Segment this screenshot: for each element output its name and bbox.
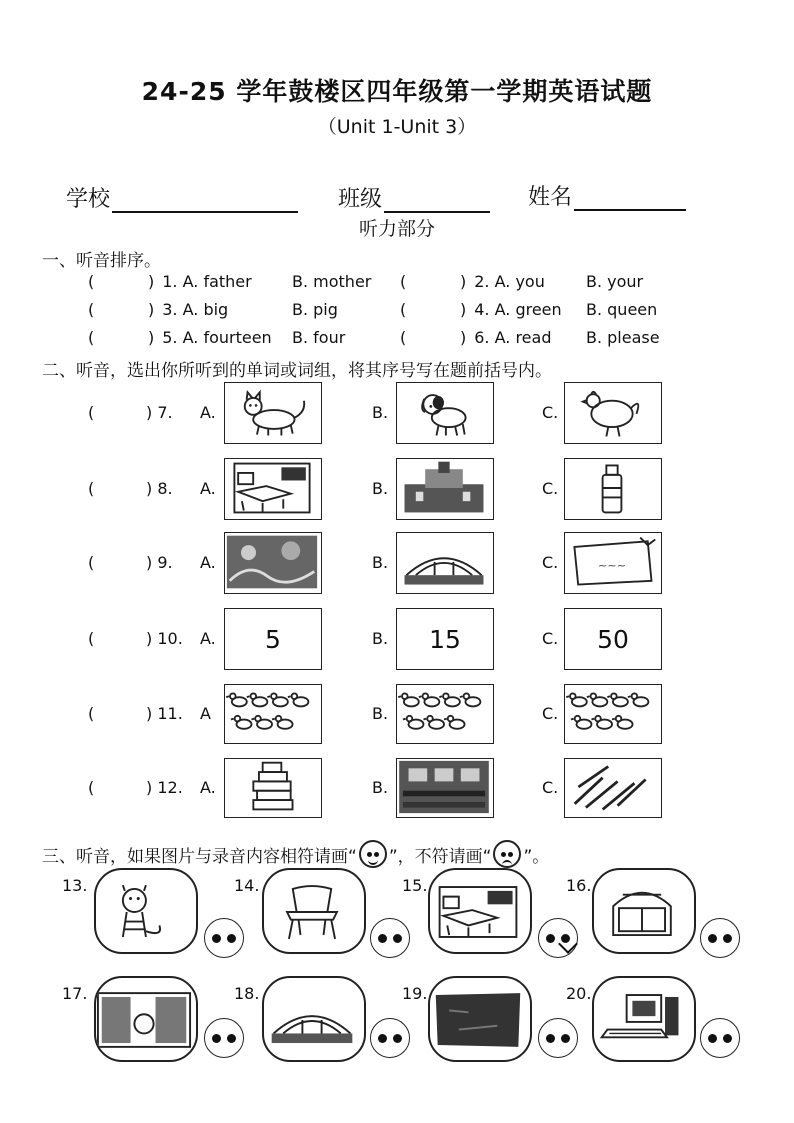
picture-option-b[interactable] [396,684,494,744]
dog-icon [397,383,493,441]
option-a-label: A. [200,778,216,797]
option-b-label: B. [372,704,389,723]
answer-paren-open[interactable]: ( [88,704,95,723]
picture-option-c[interactable] [564,532,662,594]
listening-part-heading: 听力部分 [358,218,435,240]
birthday-card-icon [565,533,661,591]
number-value: 5 [265,624,281,654]
question-number [148,272,252,291]
page-subtitle: （Unit 1-Unit 3） [317,116,477,138]
question-number: 13. [62,876,88,895]
option-b-label: B. [372,479,389,498]
question-number: 17. [62,984,88,1003]
answer-paren-open[interactable]: ( [88,272,95,291]
picture-bubble [428,868,532,954]
option-c-label: C. [542,778,559,797]
computer-icon [594,984,694,1056]
classroom-icon [225,459,321,517]
question-number [148,328,272,347]
option-a: 3. A. big [162,300,229,319]
svg-text:~~~: ~~~ [597,559,627,573]
option-b: B. please [586,328,660,347]
answer-face-icon[interactable] [700,1018,740,1058]
library-icon [96,984,196,1056]
option-b: B. mother [292,272,372,291]
playground-icon [264,984,364,1056]
answer-paren-close: ) [148,272,155,291]
answer-paren-open[interactable]: ( [88,403,95,422]
playground-icon [397,533,493,591]
option-a: 6. A. read [474,328,552,347]
pencils-icon [565,759,661,815]
option-a: 5. A. fourteen [162,328,272,347]
picture-option-b[interactable] [396,458,494,520]
answer-paren-open[interactable]: ( [88,629,95,648]
option-a-label: A. [200,403,216,422]
answer-paren-open[interactable]: ( [88,553,95,572]
answer-paren-open[interactable]: ( [88,300,95,319]
books-icon [225,759,321,815]
picture-bubble [592,868,696,954]
question-number [460,272,545,291]
answer-face-icon[interactable] [204,1018,244,1058]
picture-option-a[interactable] [224,458,322,520]
answer-face-icon[interactable] [370,918,410,958]
number-value: 50 [597,624,629,654]
picture-bubble [94,868,198,954]
class-field [338,182,490,213]
option-a: 1. A. father [162,272,252,291]
question-number: ) 7. [146,403,173,422]
answer-paren-open[interactable]: ( [400,272,407,291]
classroom-icon [430,876,530,948]
picture-option-b[interactable] [396,532,494,594]
answer-paren-close: ) [148,300,155,319]
option-b: B. pig [292,300,338,319]
question-number: 20. [566,984,592,1003]
question-number [460,328,551,347]
option-b-label: B. [372,778,389,797]
name-label: 姓名 [528,185,573,210]
option-b-label: B. [372,403,389,422]
picture-bubble [592,976,696,1062]
picture-option-a[interactable] [224,684,322,744]
school-input-line[interactable] [112,191,298,213]
picture-bubble [262,976,366,1062]
tiger-icon [96,876,196,948]
answer-paren-open[interactable]: ( [88,479,95,498]
section3-heading-part1: 三、听音，如果图片与录音内容相符请画“ [42,846,357,867]
garden-icon [225,533,321,591]
option-b-label: B. [372,553,389,572]
question-number: 14. [234,876,260,895]
class-input-line[interactable] [384,191,490,213]
answer-face-icon[interactable] [204,918,244,958]
question-number: ) 11. [146,704,183,723]
number-option-box[interactable] [396,608,494,670]
question-number: ) 10. [146,629,183,648]
question-number: 15. [402,876,428,895]
name-field [528,180,686,211]
question-number: 18. [234,984,260,1003]
option-c-label: C. [542,704,559,723]
option-a-label: A. [200,629,216,648]
option-b: B. queen [586,300,658,319]
option-c-label: C. [542,403,559,422]
ducks-icon [565,685,661,741]
option-a-label: A. [200,479,216,498]
picture-option-b[interactable] [396,382,494,444]
picture-bubble [94,976,198,1062]
picture-bubble [262,868,366,954]
option-a-label: A [200,704,211,723]
option-a-label: A. [200,553,216,572]
answer-paren-close: ) [460,272,467,291]
smile-face-icon [359,840,387,868]
window-icon [594,876,694,948]
number-value: 15 [429,624,461,654]
sad-face-icon [493,840,521,868]
question-number [460,300,562,319]
answer-paren-close: ) [460,300,467,319]
answer-face-icon[interactable] [370,1018,410,1058]
answer-paren-close: ) [460,328,467,347]
picture-option-c[interactable] [564,458,662,520]
school-field [66,182,298,213]
answer-face-icon[interactable] [538,1018,578,1058]
school-label: 学校 [66,187,111,212]
option-a: 4. A. green [474,300,562,319]
answer-paren-open[interactable]: ( [88,328,95,347]
option-a: 2. A. you [474,272,545,291]
answer-paren-close: ) [148,328,155,347]
answer-paren-open[interactable]: ( [88,778,95,797]
answer-face-icon[interactable] [538,918,578,958]
section3-heading-part3: ”。 [523,846,550,867]
question-number: 16. [566,876,592,895]
section3-heading-part2: ”，不符请画“ [388,846,492,867]
bottle-icon [565,459,661,517]
picture-option-b[interactable] [396,758,494,818]
blackboard-icon [430,984,530,1056]
option-c-label: C. [542,479,559,498]
name-input-line[interactable] [574,189,686,211]
hen-icon [565,383,661,441]
picture-option-a[interactable] [224,532,322,594]
answer-paren-open[interactable]: ( [400,328,407,347]
question-number: ) 8. [146,479,173,498]
question-number: 19. [402,984,428,1003]
chair-icon [264,876,364,948]
cat-icon [225,383,321,441]
page-title: 24-25 学年鼓楼区四年级第一学期英语试题 [141,77,653,106]
picture-option-c[interactable] [564,684,662,744]
section3-heading [42,840,549,868]
section2-heading: 二、听音，选出你所听到的单词或词组，将其序号写在题前括号内。 [42,361,552,381]
option-c-label: C. [542,553,559,572]
question-number: ) 9. [146,553,173,572]
option-b-label: B. [372,629,389,648]
picture-bubble [428,976,532,1062]
picture-option-a[interactable] [224,382,322,444]
computer-room-icon [397,759,493,815]
answer-paren-open[interactable]: ( [400,300,407,319]
question-number: ) 12. [146,778,183,797]
option-c-label: C. [542,629,559,648]
section1-heading: 一、听音排序。 [42,251,161,271]
picture-option-a[interactable] [224,758,322,818]
ducks-icon [397,685,493,741]
answer-face-icon[interactable] [700,918,740,958]
number-option-box[interactable] [224,608,322,670]
class-label: 班级 [338,187,383,212]
option-b: B. four [292,328,346,347]
school-icon [397,459,493,517]
picture-option-c[interactable] [564,758,662,818]
number-option-box[interactable] [564,608,662,670]
ducks-icon [225,685,321,741]
question-number [148,300,228,319]
option-b: B. your [586,272,644,291]
picture-option-c[interactable] [564,382,662,444]
